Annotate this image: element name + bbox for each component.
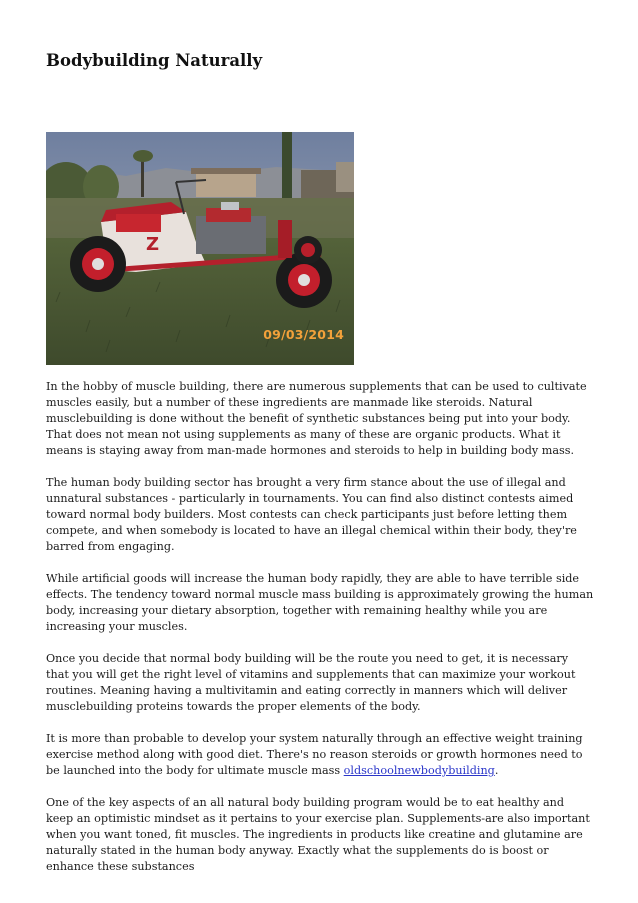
- paragraph: While artificial goods will increase the human body rapidly, they are able to have terrible side effects. The tendency toward normal muscle mass building is approximately growing the human body, increasing your dietary absorption, together with remaining healthy while you are increasing your muscles.: [46, 572, 594, 633]
- paragraph: One of the key aspects of an all natural body building program would be to eat healthy and keep an optimistic mindset as it pertains to your exercise plan. Supplements-are also important when you want toned, fit muscles. The ingredients in products like creatine and glutamine are naturally stated in the human body anyway. Exactly what the supplements do is boost or enhance these substances: [46, 796, 590, 873]
- svg-text:Z: Z: [146, 234, 160, 255]
- paragraph: In the hobby of muscle building, there are numerous supplements that can be used to cultivate muscles easily, but a number of these ingredients are manmade like steroids. Natural musclebuilding is done without the benefit of synthetic substances being put into your body. That does not mean not using supplements as many of these are organic products. What it means is staying away from man-made hormones and steroids to help in building body mass.: [46, 380, 587, 457]
- photo-date-stamp: 09/03/2014: [263, 327, 344, 342]
- oldschoolnewbodybuilding-link[interactable]: oldschoolnewbodybuilding: [343, 764, 495, 777]
- paragraph-text: It is more than probable to develop your system naturally through an effective weight training exercise method along with good diet. There's no reason steroids or growth hormones need to be launched into the body for ultimate muscle mass: [46, 732, 583, 777]
- article-body: [46, 379, 594, 891]
- document-title: Bodybuilding Naturally: [46, 51, 263, 70]
- paragraph: The human body building sector has brought a very firm stance about the use of illegal and unnatural substances - particularly in tournaments. You can find also distinct contests aimed toward normal body builders. Most contests can check participants just before letting them compete, and when somebody is located to have an illegal chemical within their body, they're barred from engaging.: [46, 476, 577, 553]
- paragraph-with-link: [46, 731, 594, 779]
- hot-rod-photo: [46, 132, 354, 365]
- paragraph: Once you decide that normal body building will be the route you need to get, it is necessary that you will get the right level of vitamins and supplements that can maximize your workout routines. Meaning having a multivitamin and eating correctly in manners which will deliver musclebuilding proteins towards the proper elements of the body.: [46, 652, 576, 713]
- paragraph-text: .: [494, 764, 499, 777]
